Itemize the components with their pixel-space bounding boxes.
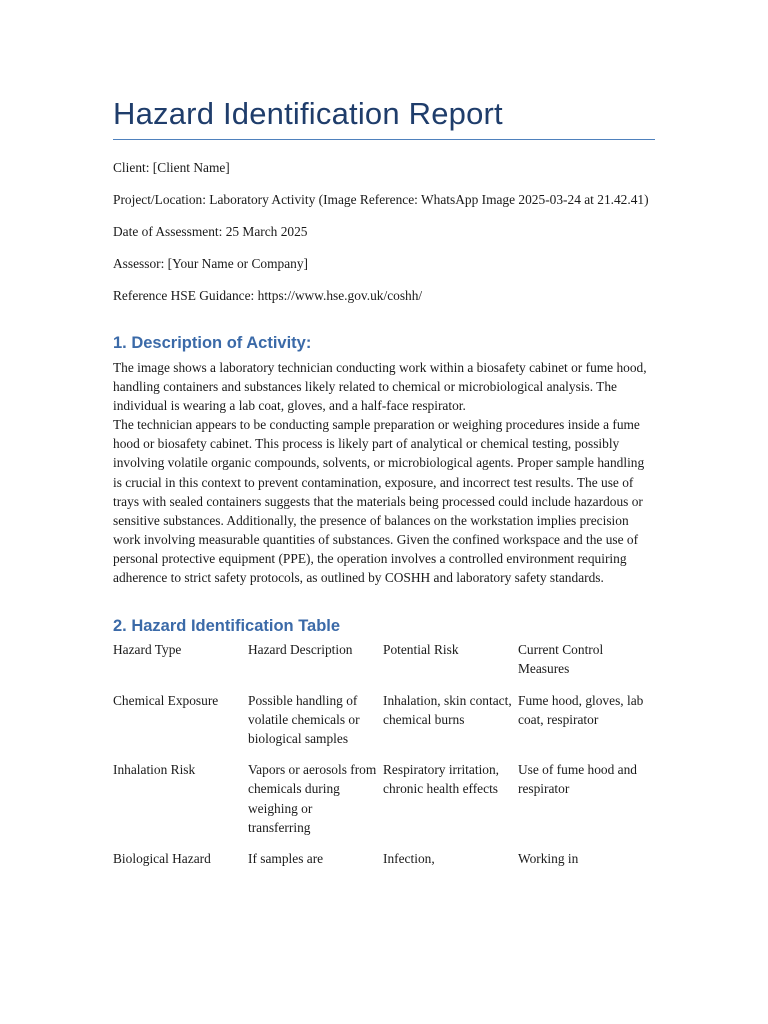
table-cell: Fume hood, gloves, lab coat, respirator [518,692,644,727]
column-header-control-measures: Current Control Measures [518,642,604,677]
table-cell: Inhalation, skin contact, chemical burns [383,692,512,727]
table-cell: Chemical Exposure [113,692,219,708]
column-header-hazard-type: Hazard Type [113,642,182,658]
section-heading-hazard-table: 2. Hazard Identification Table [113,617,341,636]
table-cell: Use of fume hood and respirator [518,762,637,797]
column-header-hazard-description: Hazard Description [248,642,353,658]
table-cell: Biological Hazard [113,850,211,866]
assessor-line: Assessor: [Your Name or Company] [113,256,309,271]
hazard-identification-table [113,640,655,880]
description-paragraph-1: The image shows a laboratory technician conducting work within a biosafety cabinet or fume hood, handling containers and substances likely related to chemical or microbiological analysis. The individual is wearing a lab coat, gloves, and a half-face respirator. [113,360,647,414]
assessment-date-line: Date of Assessment: 25 March 2025 [113,224,308,239]
section-heading-description: 1. Description of Activity: [113,334,312,352]
table-cell: Inhalation Risk [113,762,196,778]
title-divider [113,139,655,140]
table-cell: Possible handling of volatile chemicals or biological samples [248,692,360,746]
client-line: Client: [Client Name] [113,160,230,175]
description-paragraph-2: The technician appears to be conducting sample preparation or weighing procedures inside a fume hood or biosafety cabinet. This process is likely part of analytical or chemical testing, possibly involving volatile organic compounds, solvents, or microbiological agents. Proper sample handling is crucial in this context to prevent contamination, exposure, and incorrect test results. The use of trays with sealed containers suggests that the materials being processed could include hazardous or sensitive substances. Additionally, the presence of balances on the workstation implies precision work involving measurable quantities of substances. Given the confined workspace and the use of personal protective equipment (PPE), the operation involves a controlled environment requiring adherence to strict safety protocols, as outlined by COSHH and laboratory safety standards. [113,417,645,586]
table-row [113,760,655,849]
column-header-potential-risk: Potential Risk [383,642,459,658]
project-location-line: Project/Location: Laboratory Activity (Image Reference: WhatsApp Image 2025-03-24 at 21.42.41) [113,192,649,207]
table-cell: If samples are [248,850,324,866]
table-header-row [113,640,655,690]
hse-reference-line: Reference HSE Guidance: https://www.hse.gov.uk/coshh/ [113,288,423,303]
document-title: Hazard Identification Report [113,96,503,131]
table-cell: Respiratory irritation, chronic health effects [383,762,500,797]
table-row [113,691,655,761]
table-cell: Working in [518,850,579,866]
document-page [113,94,655,880]
table-cell: Infection, [383,850,435,866]
table-cell: Vapors or aerosols from chemicals during weighing or transferring [248,762,377,835]
table-row [113,849,655,880]
